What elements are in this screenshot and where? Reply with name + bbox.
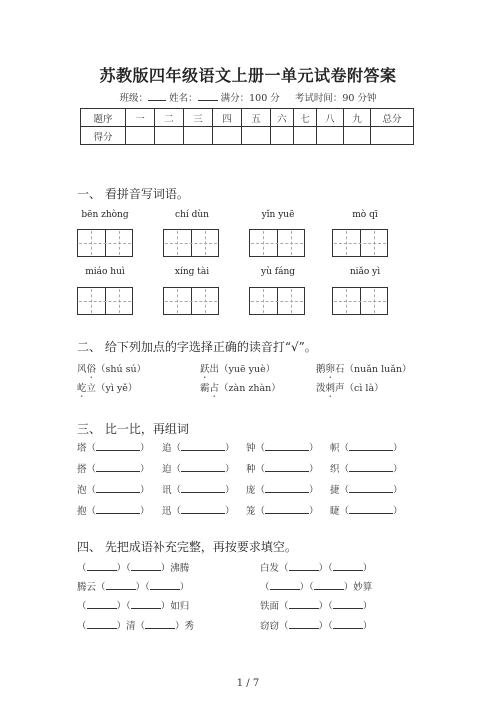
header-cell: 二 xyxy=(155,109,184,127)
score-cell[interactable] xyxy=(155,127,184,145)
base-char: 迫 xyxy=(162,464,172,475)
answer-blank[interactable] xyxy=(265,504,309,514)
header-cell: 四 xyxy=(213,109,242,127)
score-cell[interactable] xyxy=(344,127,371,145)
answer-blank[interactable] xyxy=(181,441,225,451)
name-label: 姓名： xyxy=(169,93,198,104)
idiom-text: （ xyxy=(77,601,87,612)
score-cell[interactable] xyxy=(242,127,271,145)
idiom-blank[interactable] xyxy=(131,561,161,571)
writing-grid[interactable] xyxy=(332,287,388,315)
word-build-item[interactable] xyxy=(330,482,403,496)
dotted-char: 卵 xyxy=(325,364,336,375)
word-build-item[interactable] xyxy=(162,503,235,517)
open-paren: （ xyxy=(86,485,97,496)
reading-options: 出（yuē yuè） xyxy=(209,364,276,375)
pinyin: yǐn yuē xyxy=(261,210,295,220)
base-char: 追 xyxy=(162,443,172,454)
score-table-header-row xyxy=(81,109,414,127)
open-paren: （ xyxy=(339,485,350,496)
reading-item[interactable] xyxy=(200,361,275,381)
idiom-item[interactable] xyxy=(77,618,194,632)
header-cell: 七 xyxy=(294,109,317,127)
idiom-item[interactable] xyxy=(77,579,189,593)
dotted-char: 刺 xyxy=(325,383,336,394)
score-cell[interactable] xyxy=(184,127,213,145)
open-paren: （ xyxy=(171,485,182,496)
base-char: 塔 xyxy=(77,443,87,454)
idiom-text: ） xyxy=(362,621,373,632)
word-build-item[interactable] xyxy=(330,461,403,475)
score-cell[interactable] xyxy=(371,127,414,145)
pinyin: xíng tài xyxy=(174,267,210,277)
char: 鹅 xyxy=(316,364,326,375)
section-2-title: 二、 给下列加点的字选择正确的读音打“√”。 xyxy=(77,340,317,354)
open-paren: （ xyxy=(255,485,266,496)
full-score: 满分：100 分 xyxy=(220,93,280,104)
idiom-blank[interactable] xyxy=(106,580,136,590)
open-paren: （ xyxy=(171,443,182,454)
idiom-text: ） xyxy=(179,582,190,593)
pinyin: miáo huì xyxy=(85,267,125,277)
idiom-text: ）（ xyxy=(135,582,150,593)
close-paren: ） xyxy=(225,485,235,496)
reading-item[interactable] xyxy=(77,361,146,381)
header-cell: 六 xyxy=(271,109,294,127)
open-paren: （ xyxy=(86,464,97,475)
answer-blank[interactable] xyxy=(181,483,225,493)
idiom-text: 白发（ xyxy=(260,563,289,574)
close-paren: ） xyxy=(393,485,403,496)
open-paren: （ xyxy=(339,443,350,454)
dotted-char: 跃 xyxy=(200,364,210,375)
idiom-text: ） xyxy=(362,601,373,612)
base-char: 织 xyxy=(330,464,340,475)
score-row-label: 得分 xyxy=(81,127,126,145)
idiom-item[interactable] xyxy=(260,560,372,574)
word-build-item[interactable] xyxy=(162,482,235,496)
dotted-char: 屹 xyxy=(77,383,87,394)
close-paren: ） xyxy=(393,443,403,454)
score-table-score-row xyxy=(81,127,414,145)
page-number: 1 / 7 xyxy=(236,678,260,689)
idiom-text: ）清（ xyxy=(116,621,146,632)
score-cell[interactable] xyxy=(294,127,317,145)
idiom-text: ）秀 xyxy=(175,621,195,632)
base-char: 抱 xyxy=(77,506,87,517)
pinyin: yù fáng xyxy=(261,267,295,277)
answer-blank[interactable] xyxy=(349,483,393,493)
open-paren: （ xyxy=(171,464,182,475)
base-char: 泡 xyxy=(77,485,87,496)
dotted-char: 俗 xyxy=(86,364,97,375)
base-char: 帜 xyxy=(330,443,340,454)
answer-blank[interactable] xyxy=(96,462,140,472)
header-cell: 九 xyxy=(344,109,371,127)
base-char: 种 xyxy=(246,464,256,475)
name-blank[interactable] xyxy=(198,90,218,101)
close-paren: ） xyxy=(393,464,403,475)
open-paren: （ xyxy=(255,506,266,517)
class-blank[interactable] xyxy=(148,90,166,101)
idiom-text: （ xyxy=(260,582,270,593)
header-cell: 五 xyxy=(242,109,271,127)
base-char: 搭 xyxy=(77,464,87,475)
base-char: 捷 xyxy=(330,485,340,496)
answer-blank[interactable] xyxy=(349,504,393,514)
close-paren: ） xyxy=(309,506,319,517)
word-build-item[interactable] xyxy=(77,503,150,517)
idiom-blank[interactable] xyxy=(270,580,300,590)
word-build-item[interactable] xyxy=(77,461,150,475)
idiom-text: ）（ xyxy=(318,563,333,574)
exam-info xyxy=(0,90,496,104)
close-paren: ） xyxy=(225,506,235,517)
open-paren: （ xyxy=(339,464,350,475)
header-cell: 总分 xyxy=(371,109,414,127)
answer-blank[interactable] xyxy=(265,462,309,472)
close-paren: ） xyxy=(225,443,235,454)
idiom-blank[interactable] xyxy=(314,580,344,590)
idiom-text: 窃窃（ xyxy=(260,621,289,632)
dotted-char: 占 xyxy=(209,383,220,394)
score-cell[interactable] xyxy=(271,127,294,145)
reading-item[interactable] xyxy=(316,380,384,400)
close-paren: ） xyxy=(140,485,150,496)
word-build-item[interactable] xyxy=(246,503,319,517)
idiom-text: 腾云（ xyxy=(77,582,106,593)
answer-blank[interactable] xyxy=(349,441,393,451)
answer-blank[interactable] xyxy=(181,462,225,472)
section-3-title: 三、 比一比，再组词 xyxy=(77,422,189,436)
idiom-blank[interactable] xyxy=(150,580,180,590)
writing-grid[interactable] xyxy=(163,229,219,257)
idiom-text: ）（ xyxy=(116,563,131,574)
writing-grid[interactable] xyxy=(77,229,133,257)
score-table xyxy=(80,108,414,145)
idiom-text: ）（ xyxy=(299,582,314,593)
reading-options: （shú sú） xyxy=(96,364,147,375)
reading-item[interactable] xyxy=(77,380,137,400)
score-cell[interactable] xyxy=(317,127,344,145)
writing-grid[interactable] xyxy=(77,287,133,315)
idiom-text: ）（ xyxy=(116,601,131,612)
header-cell: 三 xyxy=(184,109,213,127)
section-1-title: 一、 看拼音写词语。 xyxy=(77,187,189,201)
idiom-blank[interactable] xyxy=(333,561,363,571)
reading-item[interactable] xyxy=(200,380,281,400)
idiom-item[interactable] xyxy=(260,598,372,612)
header-cell: 题序 xyxy=(81,109,126,127)
reading-options: （zàn zhàn） xyxy=(219,383,281,394)
idiom-text: ）（ xyxy=(318,601,333,612)
idiom-blank[interactable] xyxy=(289,619,319,629)
base-char: 笼 xyxy=(246,506,256,517)
word-build-item[interactable] xyxy=(330,440,403,454)
word-build-item[interactable] xyxy=(246,461,319,475)
pinyin: niǎo yì xyxy=(349,267,381,277)
base-char: 讯 xyxy=(162,485,172,496)
word-build-item[interactable] xyxy=(162,440,235,454)
open-paren: （ xyxy=(86,443,97,454)
answer-blank[interactable] xyxy=(265,483,309,493)
header-cell: 八 xyxy=(317,109,344,127)
word-build-item[interactable] xyxy=(162,461,235,475)
class-label: 班级： xyxy=(119,93,149,104)
reading-options: 声（cì là） xyxy=(335,383,384,394)
word-build-item[interactable] xyxy=(77,440,150,454)
pinyin: chí dùn xyxy=(175,210,209,220)
answer-blank[interactable] xyxy=(96,441,140,451)
idiom-blank[interactable] xyxy=(87,619,117,629)
word-build-item[interactable] xyxy=(246,482,319,496)
close-paren: ） xyxy=(140,443,150,454)
answer-blank[interactable] xyxy=(96,483,140,493)
word-build-item[interactable] xyxy=(246,440,319,454)
exam-time: 考试时间：90 分钟 xyxy=(294,93,377,104)
char: 风 xyxy=(77,364,87,375)
idiom-blank[interactable] xyxy=(333,619,363,629)
open-paren: （ xyxy=(339,506,350,517)
reading-options: 石（nuǎn luǎn） xyxy=(335,364,412,375)
answer-blank[interactable] xyxy=(265,441,309,451)
base-char: 庞 xyxy=(246,485,256,496)
open-paren: （ xyxy=(86,506,97,517)
idiom-item[interactable] xyxy=(260,579,372,593)
close-paren: ） xyxy=(225,464,235,475)
word-build-item[interactable] xyxy=(77,482,150,496)
idiom-text: ） xyxy=(362,563,373,574)
answer-blank[interactable] xyxy=(349,462,393,472)
word-build-item[interactable] xyxy=(330,503,403,517)
idiom-blank[interactable] xyxy=(87,561,117,571)
pinyin: mò qī xyxy=(352,210,378,220)
idiom-text: ）妙算 xyxy=(343,582,373,593)
score-cell[interactable] xyxy=(126,127,155,145)
close-paren: ） xyxy=(140,506,150,517)
char: 泼 xyxy=(316,383,326,394)
idiom-text: （ xyxy=(77,563,87,574)
idiom-blank[interactable] xyxy=(145,619,175,629)
writing-grid[interactable] xyxy=(332,229,388,257)
idiom-blank[interactable] xyxy=(289,561,319,571)
idiom-text: ）如归 xyxy=(160,601,190,612)
char: 霸 xyxy=(200,383,210,394)
answer-blank[interactable] xyxy=(96,504,140,514)
base-char: 迅 xyxy=(162,506,172,517)
writing-grid[interactable] xyxy=(249,287,305,315)
idiom-item[interactable] xyxy=(77,560,189,574)
reading-options: 立（yì yě） xyxy=(86,383,138,394)
idiom-text: 铁面（ xyxy=(260,601,289,612)
idiom-blank[interactable] xyxy=(333,599,363,609)
idiom-text: （ xyxy=(77,621,87,632)
idiom-text: ）（ xyxy=(318,621,333,632)
close-paren: ） xyxy=(309,443,319,454)
base-char: 睫 xyxy=(330,506,340,517)
reading-item[interactable] xyxy=(316,361,412,381)
writing-grid[interactable] xyxy=(249,229,305,257)
open-paren: （ xyxy=(171,506,182,517)
idiom-blank[interactable] xyxy=(87,599,117,609)
answer-blank[interactable] xyxy=(181,504,225,514)
section-4-title: 四、 先把成语补充完整，再按要求填空。 xyxy=(77,540,297,554)
header-cell: 一 xyxy=(126,109,155,127)
idiom-blank[interactable] xyxy=(131,599,161,609)
base-char: 钟 xyxy=(246,443,256,454)
page-title: 苏教版四年级语文上册一单元试卷附答案 xyxy=(99,66,397,85)
writing-grid[interactable] xyxy=(163,287,219,315)
idiom-text: ）沸腾 xyxy=(160,563,190,574)
close-paren: ） xyxy=(309,464,319,475)
close-paren: ） xyxy=(309,485,319,496)
idiom-item[interactable] xyxy=(77,598,189,612)
idiom-item[interactable] xyxy=(260,618,372,632)
open-paren: （ xyxy=(255,443,266,454)
close-paren: ） xyxy=(140,464,150,475)
idiom-blank[interactable] xyxy=(289,599,319,609)
pinyin: bēn zhòng xyxy=(81,210,129,220)
score-cell[interactable] xyxy=(213,127,242,145)
open-paren: （ xyxy=(255,464,266,475)
close-paren: ） xyxy=(393,506,403,517)
